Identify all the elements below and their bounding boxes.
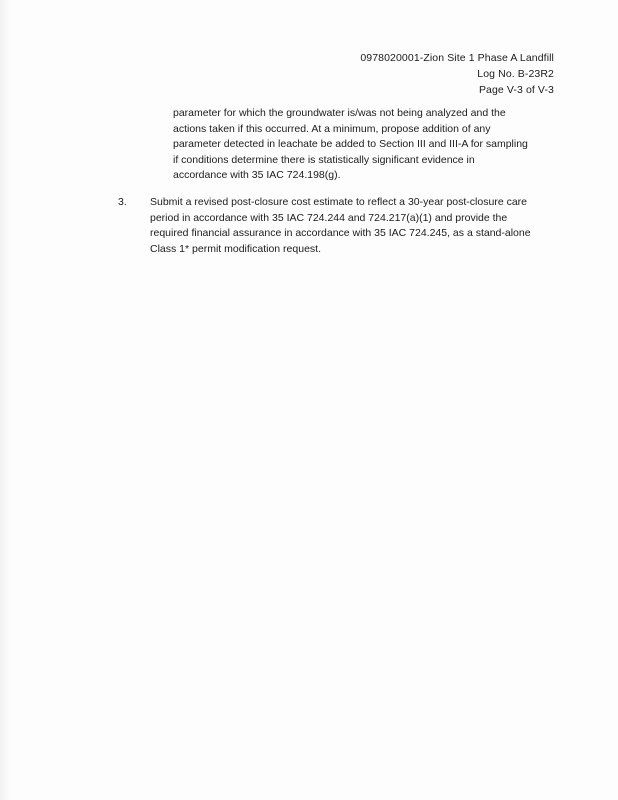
page-header [360,50,554,98]
paragraph-line: parameter for which the groundwater is/was not being analyzed and the [173,107,506,119]
header-site-id: 0978020001-Zion Site 1 Phase A Landfill [360,52,554,64]
paragraph-line: parameter detected in leachate be added to Section III and III-A for sampling [173,138,528,150]
paragraph-line: accordance with 35 IAC 724.198(g). [173,169,341,181]
scan-edge [0,0,10,800]
item-line: required financial assurance in accordance with 35 IAC 724.245, as a stand-alone [150,227,531,239]
item-line: Class 1* permit modification request. [150,242,321,255]
header-page-number: Page V-3 of V-3 [478,84,554,96]
item-paragraph [150,195,550,257]
paragraph-line: if conditions determine there is statistically significant evidence in [173,153,475,166]
continued-paragraph [173,106,553,184]
item-number: 3. [118,196,127,208]
header-log-number: Log No. B-23R2 [477,68,554,80]
item-line: period in accordance with 35 IAC 724.244 and 724.217(a)(1) and provide the [150,211,508,224]
item-line: Submit a revised post-closure cost estimate to reflect a 30-year post-closure care [150,196,527,208]
paragraph-line: actions taken if this occurred. At a minimum, propose addition of any [173,122,491,135]
